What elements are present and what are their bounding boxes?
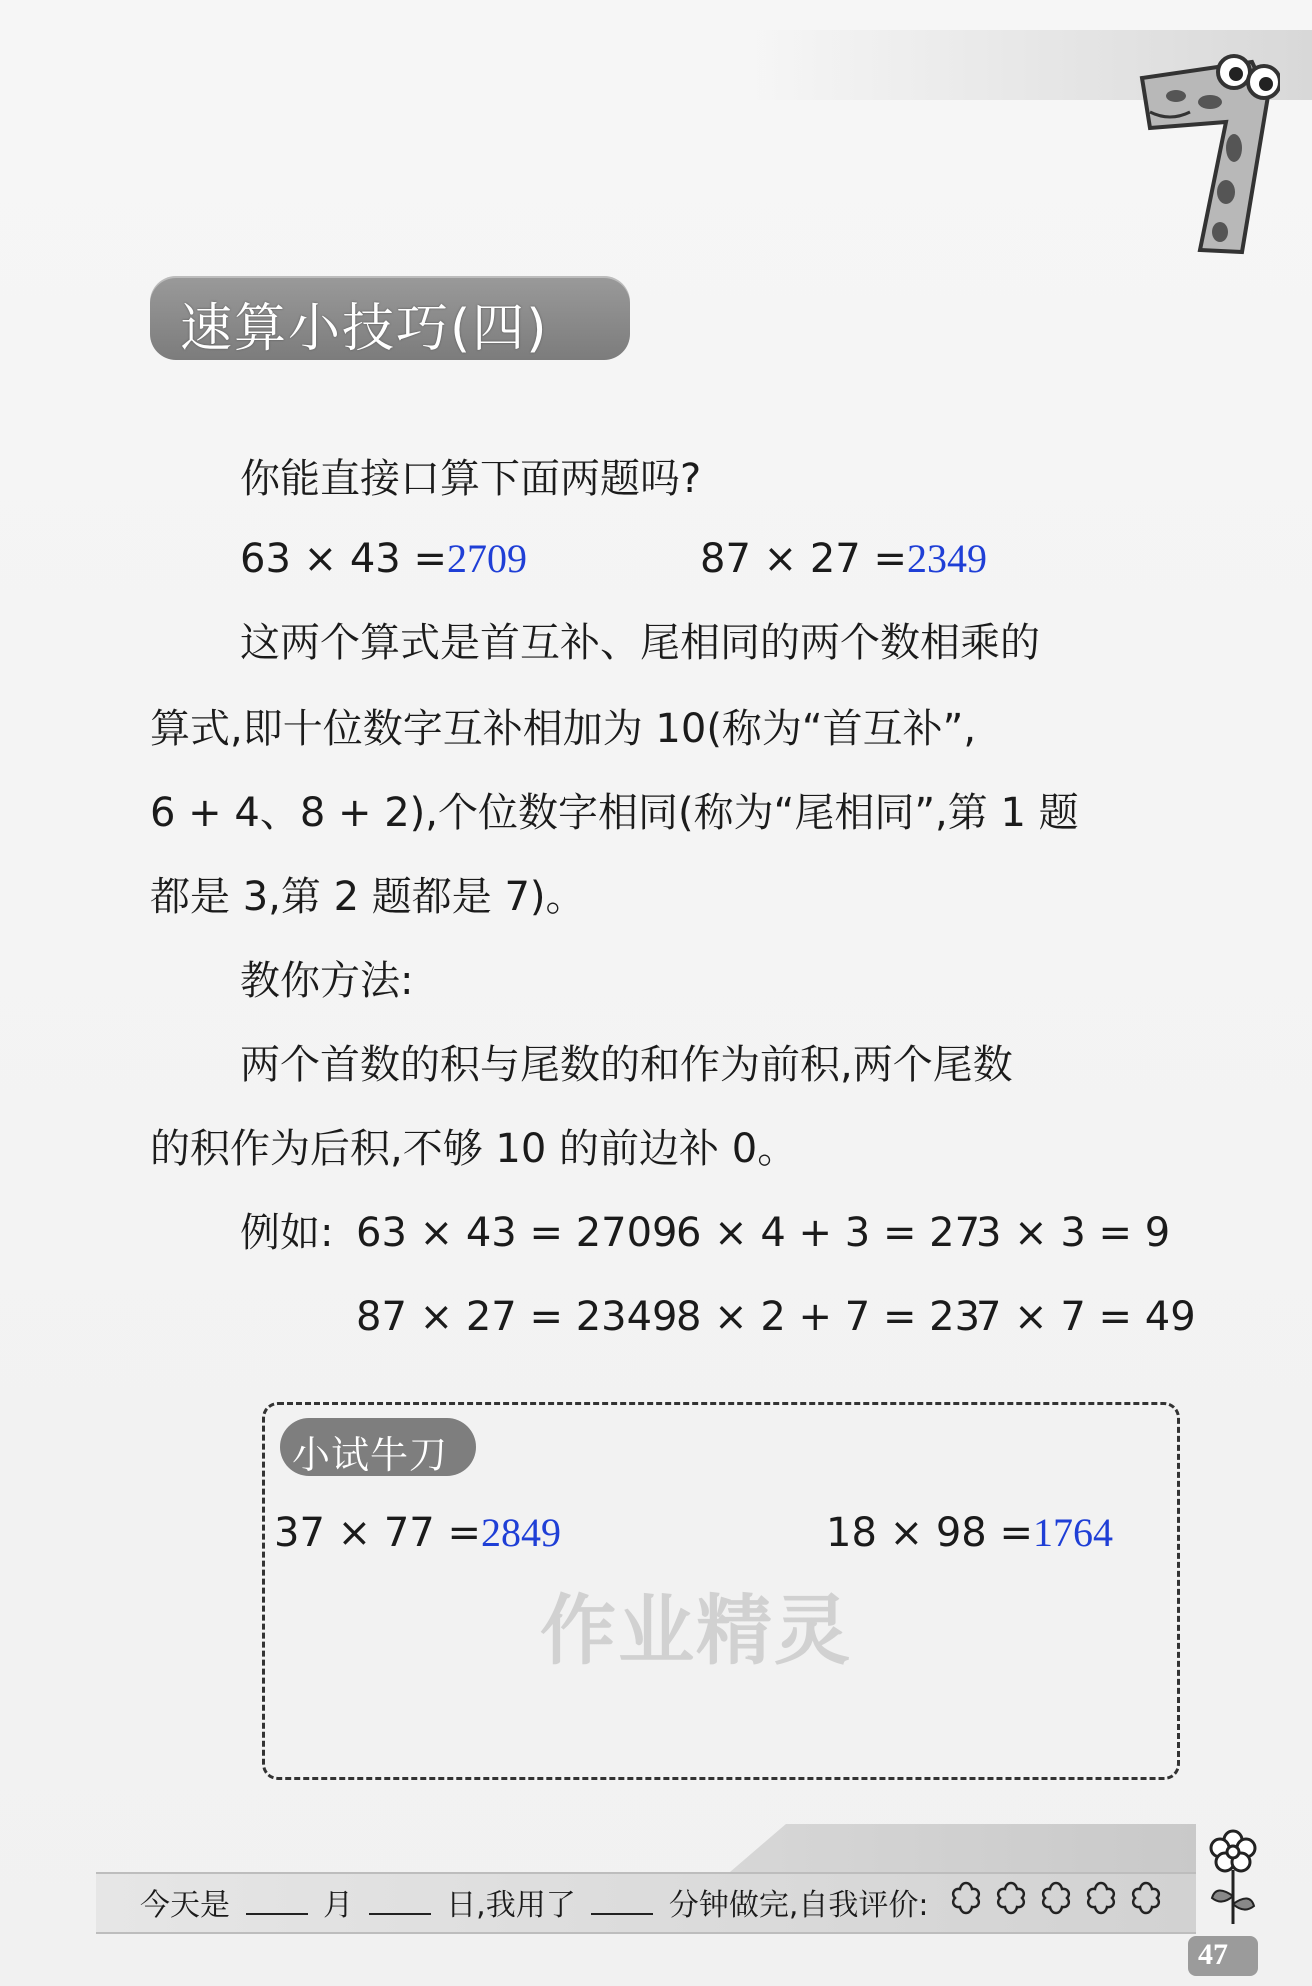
seven-mascot-icon (1130, 52, 1280, 262)
footer-slope-decor (730, 1824, 1196, 1872)
minutes-blank[interactable] (591, 1913, 653, 1915)
practice-label: 小试牛刀 (292, 1433, 449, 1477)
practice-1-answer: 2849 (480, 1510, 561, 1555)
question-1-expression: 63 × 43 = (240, 536, 447, 582)
rating-flower-icon-4[interactable] (1083, 1880, 1119, 1916)
question-1-answer: 2709 (446, 536, 527, 581)
question-2 (700, 516, 987, 602)
explanation-line-2: 算式,即十位数字互补相加为 10(称为“首互补”, (150, 706, 977, 752)
practice-1-expression: 37 × 77 = (274, 1510, 481, 1556)
explanation-line-1: 这两个算式是首互补、尾相同的两个数相乘的 (240, 620, 1040, 666)
section-title: 速算小技巧(四) (180, 299, 549, 359)
rating-flower-icon-3[interactable] (1038, 1880, 1074, 1916)
practice-2 (826, 1490, 1113, 1576)
example-label: 例如: (240, 1210, 334, 1256)
practice-2-expression: 18 × 98 = (826, 1510, 1033, 1556)
footer-minutes-label: 分钟做完,自我评价: (668, 1888, 929, 1923)
example-1-front: 6 × 4 + 3 = 27 (676, 1210, 981, 1256)
intro-question: 你能直接口算下面两题吗? (240, 456, 702, 502)
example-2-main: 87 × 27 = 2349 (356, 1294, 678, 1340)
rating-flower-icon-1[interactable] (948, 1880, 984, 1916)
method-line-1: 两个首数的积与尾数的和作为前积,两个尾数 (240, 1042, 1013, 1088)
example-2-front: 8 × 2 + 7 = 23 (676, 1294, 981, 1340)
rating-flower-icon-5[interactable] (1128, 1880, 1164, 1916)
method-label: 教你方法: (240, 958, 414, 1004)
month-blank[interactable] (246, 1913, 308, 1915)
method-line-2: 的积作为后积,不够 10 的前边补 0。 (150, 1126, 798, 1172)
practice-2-answer: 1764 (1032, 1510, 1113, 1555)
question-1 (240, 516, 527, 602)
flower-icon (1198, 1824, 1268, 1934)
rating-flowers (948, 1880, 1168, 1920)
practice-1 (274, 1490, 561, 1576)
explanation-line-3: 6 + 4、8 + 2),个位数字相同(称为“尾相同”,第 1 题 (150, 790, 1079, 836)
rating-flower-icon-2[interactable] (993, 1880, 1029, 1916)
example-2-back: 7 × 7 = 49 (976, 1294, 1196, 1340)
example-1-main: 63 × 43 = 2709 (356, 1210, 678, 1256)
example-1-back: 3 × 3 = 9 (976, 1210, 1171, 1256)
watermark: 作业精灵 (540, 1586, 852, 1675)
page-number: 47 (1198, 1938, 1228, 1971)
footer-today-label: 今天是 (140, 1888, 230, 1923)
footer-month-label: 月 (323, 1888, 354, 1923)
footer-day-label: 日,我用了 (446, 1888, 576, 1923)
footer-evaluation-text (140, 1880, 928, 1924)
day-blank[interactable] (369, 1913, 431, 1915)
question-2-answer: 2349 (906, 536, 987, 581)
explanation-line-4: 都是 3,第 2 题都是 7)。 (150, 874, 586, 920)
question-2-expression: 87 × 27 = (700, 536, 907, 582)
